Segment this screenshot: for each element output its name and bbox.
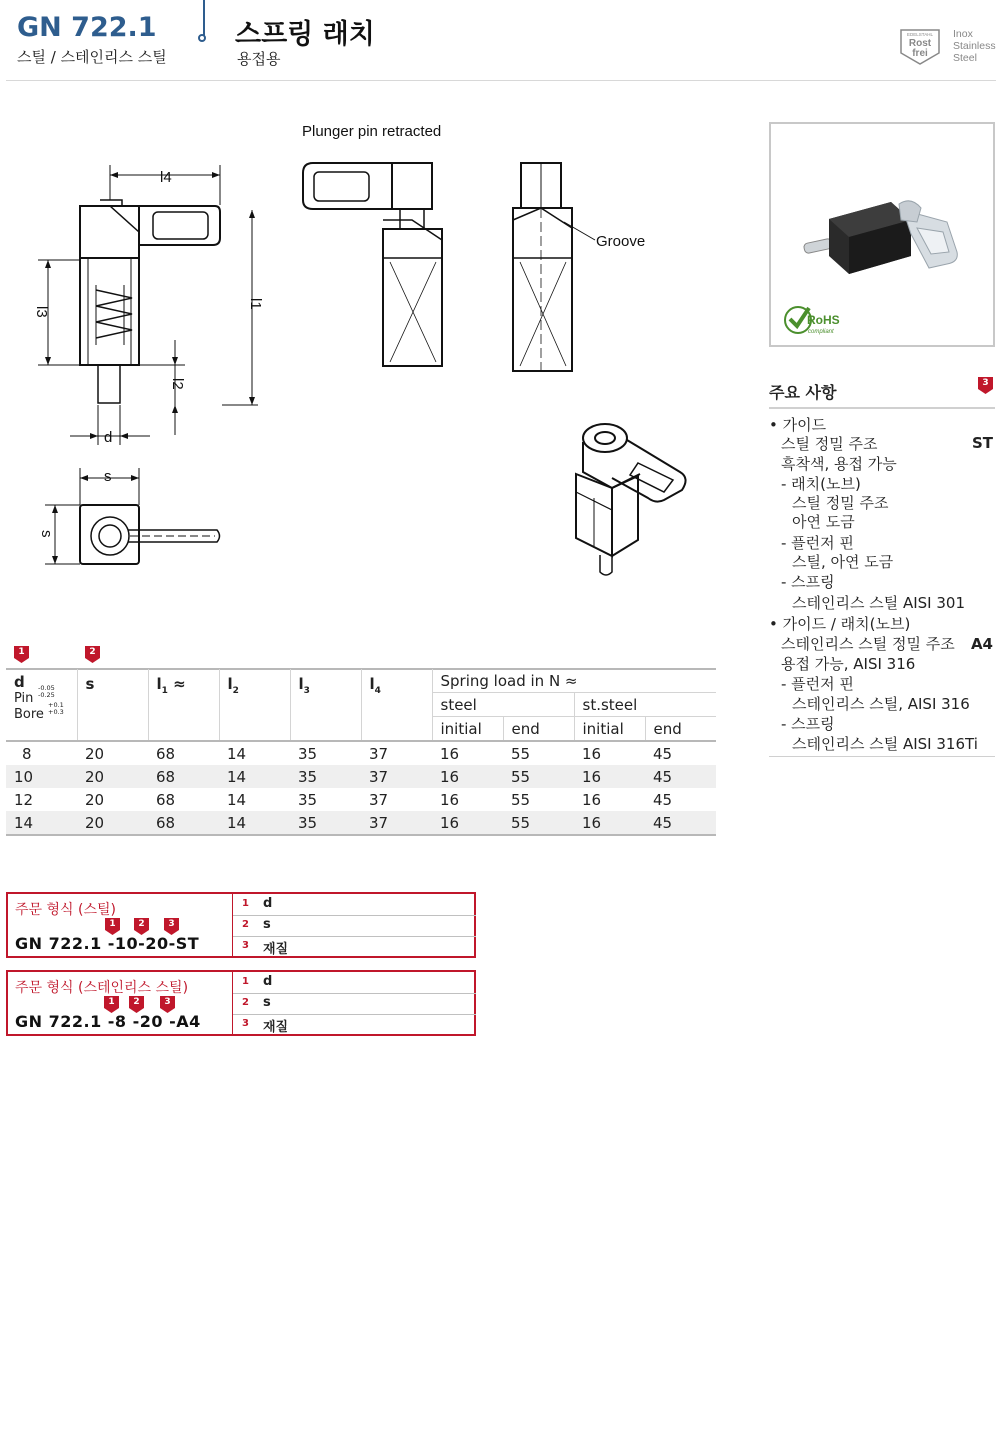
order-title: 주문 형식 (스테인리스 스틸) (15, 980, 189, 996)
table-marker-s: 2 (85, 646, 100, 663)
inox-line: Steel (953, 52, 977, 64)
note-line: 아연 도금 (792, 513, 855, 531)
table-row: 12 20 68 14 35 37 16 55 16 45 (14, 790, 673, 809)
col-s: s (77, 669, 148, 741)
note-line: 용접 가능, AISI 316 (781, 655, 916, 673)
col-ststeel-end: end (645, 717, 716, 742)
col-l1: $l_1$ ≈ (148, 669, 219, 741)
product-code: GN 722.1 (17, 12, 157, 43)
notes-rule (769, 407, 995, 409)
guide-body-front (80, 206, 139, 365)
rohs-sub: compliant (808, 329, 834, 335)
header-divider (203, 0, 205, 36)
note-line: 스테인리스 스틸, AISI 316 (792, 695, 970, 713)
order-code: GN 722.1 -10-20-ST (15, 934, 200, 953)
note-line: • 가이드 (769, 416, 827, 434)
col-steel-end: end (503, 717, 574, 742)
note-line: 스테인리스 스틸 정밀 주조 (781, 635, 955, 653)
dim-l3: l3 (33, 306, 50, 318)
dimension-table (6, 669, 716, 836)
latch-handle-retracted (303, 163, 392, 209)
badge-line1: Rost (908, 38, 932, 49)
label-retracted: Plunger pin retracted (302, 123, 442, 140)
dim-s-side: s (38, 530, 55, 538)
notes-title: 주요 사항 (769, 383, 837, 402)
product-usage: 용접용 (237, 50, 281, 68)
dim-l2: l2 (169, 378, 186, 390)
order-example-steel (6, 892, 476, 958)
product-title: 스프링 래치 (235, 19, 375, 50)
col-l3: $l_3$ (290, 669, 361, 741)
order-key-row: 3 재질 (242, 940, 289, 957)
col-l2: $l_2$ (219, 669, 290, 741)
rostfrei-badge-icon (898, 27, 944, 67)
note-line: 스틸 정밀 주조 (781, 435, 878, 453)
note-line: 스테인리스 스틸 AISI 301 (792, 594, 965, 612)
note-line: 스테인리스 스틸 AISI 316Ti (792, 735, 978, 753)
header-rule (6, 80, 996, 81)
order-key-row: 1 d (233, 894, 476, 916)
table-row: 10 20 68 14 35 37 16 55 16 45 (6, 765, 716, 788)
order-example-stainless (6, 970, 476, 1036)
order-marker: 3 (164, 918, 179, 935)
notes-marker: 3 (978, 377, 993, 394)
inox-line: Inox (953, 28, 973, 40)
badge-top-text: EDELSTAHL (907, 32, 933, 37)
table-marker-d: 1 (14, 646, 29, 663)
order-key-row: 2 s (233, 993, 476, 1015)
rohs-text: RoHS (807, 313, 840, 327)
order-title: 주문 형식 (스틸) (15, 902, 116, 918)
note-line: - 래치(노브) (781, 475, 861, 493)
header-divider-dot (198, 34, 206, 42)
spring-icon (96, 290, 132, 338)
note-line: - 스프링 (781, 715, 835, 733)
col-l4: $l_4$ (361, 669, 432, 741)
col-spring-load: Spring load in N ≈ (432, 669, 716, 693)
order-key-row: 1 d (233, 972, 476, 994)
dim-l1: l1 (247, 298, 264, 310)
isometric-view (576, 424, 686, 575)
col-steel: steel (432, 693, 574, 717)
dim-l4: l4 (160, 169, 172, 186)
inox-line: Stainless (953, 40, 996, 52)
notes-rule-bottom (769, 756, 995, 757)
note-line: 스틸 정밀 주조 (792, 494, 889, 512)
plunger-pin-front (98, 365, 120, 403)
note-line: • 가이드 / 래치(노브) (769, 615, 911, 633)
order-marker: 1 (105, 918, 120, 935)
label-groove: Groove (596, 233, 646, 250)
dim-s-top: s (104, 468, 112, 485)
rohs-icon (785, 307, 840, 335)
col-ststeel-initial: initial (574, 717, 645, 742)
table-row: 14 20 68 14 35 37 16 55 16 45 (6, 811, 716, 835)
table-row: 8 20 68 14 35 37 16 55 16 45 (22, 744, 673, 763)
col-ststeel: st.steel (574, 693, 716, 717)
product-photo (769, 122, 995, 347)
order-key-row: 3 재질 (242, 1018, 289, 1035)
inox-label (953, 28, 996, 64)
order-marker: 1 (104, 996, 119, 1013)
col-d: d Pin -0.05 -0.25 Bore +0.1 +0.3 (6, 669, 77, 741)
material-code-st: ST (971, 434, 993, 452)
product-image (771, 124, 993, 345)
material-code-a4: A4 (970, 635, 993, 653)
product-subtitle: 스틸 / 스테인리스 스틸 (17, 48, 167, 66)
order-marker: 2 (129, 996, 144, 1013)
order-marker: 2 (134, 918, 149, 935)
note-line: - 플런저 핀 (781, 675, 854, 693)
badge-line2: frei (912, 48, 928, 59)
note-line: 스틸, 아연 도금 (792, 553, 894, 571)
order-key-row: 2 s (233, 915, 476, 937)
note-line: 흑착색, 용접 가능 (781, 455, 897, 473)
order-code: GN 722.1 -8 -20 -A4 (15, 1012, 201, 1031)
note-line: - 스프링 (781, 573, 835, 591)
note-line: - 플런저 핀 (781, 534, 854, 552)
technical-drawing (0, 100, 760, 600)
col-steel-initial: initial (432, 717, 503, 742)
dim-d: d (104, 429, 113, 446)
order-marker: 3 (160, 996, 175, 1013)
